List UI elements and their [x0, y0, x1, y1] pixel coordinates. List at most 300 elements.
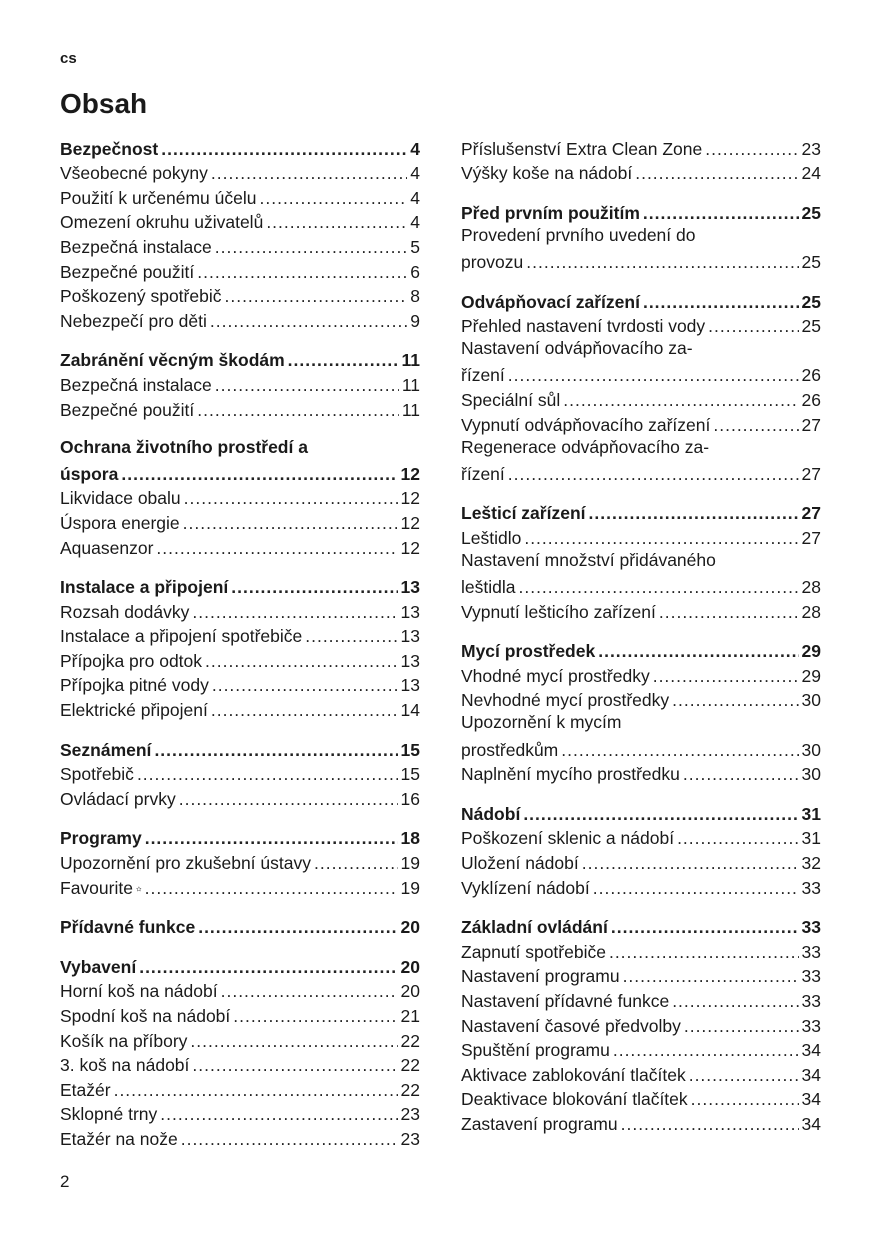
dot-leader: [231, 576, 397, 598]
toc-entry-instalace-a-pripojeni-spotrebice[interactable]: [60, 623, 420, 648]
toc-section: [461, 199, 821, 273]
toc-entry-likvidace-obalu[interactable]: [60, 485, 420, 510]
page-ref: 12: [400, 537, 420, 558]
toc-entry-title: Výšky koše na nádobí: [461, 163, 633, 184]
toc-entry-title: 3. koš na nádobí: [60, 1055, 190, 1076]
toc-heading-title: Programy: [60, 828, 142, 849]
page-ref: 30: [801, 764, 821, 785]
toc-entry-title: Použití k určenému účelu: [60, 187, 257, 208]
toc-section: [461, 638, 821, 786]
dot-leader: [593, 877, 799, 899]
page-ref: 33: [801, 966, 821, 987]
toc-section: [60, 736, 420, 810]
dot-leader: [523, 803, 798, 825]
toc-section: [461, 914, 821, 1135]
toc-entry-line-text: Nastavení odvápňovacího za-: [461, 338, 693, 359]
page-ref: 31: [801, 828, 821, 849]
toc-entry-title: Aquasenzor: [60, 537, 154, 558]
toc-entry-title: Úspora energie: [60, 512, 180, 533]
page-ref: 24: [801, 163, 821, 184]
toc-entry-title: Elektrické připojení: [60, 700, 208, 721]
dot-leader: [561, 739, 798, 761]
toc-section: [60, 135, 420, 332]
dot-leader: [713, 414, 798, 436]
page-ref: 16: [400, 788, 420, 809]
toc-entry-spotrebic[interactable]: [60, 761, 420, 786]
page-ref: 28: [801, 577, 821, 598]
toc-heading-title: Vybavení: [60, 956, 137, 977]
page-ref: 22: [400, 1055, 420, 1076]
dot-leader: [260, 187, 408, 209]
toc-heading-pridavne-funkce[interactable]: [60, 914, 420, 939]
page-ref: 23: [400, 1104, 420, 1125]
page-ref: 34: [801, 1040, 821, 1061]
toc-heading-title: Seznámení: [60, 739, 152, 760]
toc-heading-title: Instalace a připojení: [60, 577, 229, 598]
page-ref: 14: [400, 700, 420, 721]
toc-entry-title: Favourite: [60, 877, 133, 898]
page-ref: 8: [410, 286, 420, 307]
page-ref: 5: [410, 236, 420, 257]
toc-entry-uspora-energie[interactable]: [60, 509, 420, 534]
toc-entry-vypnuti-odvapnovaciho-zarizeni[interactable]: [461, 411, 821, 436]
toc-entry-title: Bezpečné použití: [60, 261, 195, 282]
dot-leader: [139, 956, 397, 978]
page-ref: 22: [400, 1030, 420, 1051]
toc-entry-bezpecne-pouziti[interactable]: [60, 396, 420, 421]
toc-entry-vseobecne-pokyny[interactable]: [60, 160, 420, 185]
star-icon: [136, 879, 142, 899]
toc-entry-title: Etažér: [60, 1079, 111, 1100]
page-ref: 23: [801, 138, 821, 159]
toc-entry-etazer[interactable]: [60, 1076, 420, 1101]
toc-entry-title: Nastavení přídavné funkce: [461, 991, 670, 1011]
toc-entry-title: Uložení nádobí: [461, 853, 579, 874]
toc-entry-title: Přípojka pro odtok: [60, 650, 203, 671]
toc-entry-title: Naplnění mycího prostředku: [461, 764, 680, 785]
toc-heading-nadobi[interactable]: [461, 800, 821, 825]
toc-entry-title: Vypnutí lešticího zařízení: [461, 601, 656, 622]
page-ref: 18: [400, 828, 420, 849]
page-ref: 13: [400, 675, 420, 696]
dot-leader: [508, 463, 799, 485]
dot-leader: [156, 537, 397, 559]
toc-entry-sklopne-trny[interactable]: [60, 1101, 420, 1126]
toc-entry-rizeni[interactable]: [461, 362, 821, 387]
toc-entry-title: Ovládací prvky: [60, 788, 176, 809]
toc-section: [461, 800, 821, 898]
toc-entry-title: Nevhodné mycí prostředky: [461, 690, 670, 711]
page-ref: 34: [801, 1113, 821, 1134]
page-ref: 15: [400, 764, 420, 785]
toc-entry-title: Speciální sůl: [461, 389, 561, 410]
page-ref: 26: [801, 389, 821, 410]
toc-entry-title: Bezpečná instalace: [60, 374, 212, 395]
dot-leader: [215, 374, 399, 396]
toc-section: [60, 825, 420, 899]
dot-leader: [643, 291, 799, 313]
toc-heading-title: úspora: [60, 463, 119, 484]
toc-heading-uspora[interactable]: [60, 460, 420, 485]
dot-leader: [613, 1039, 799, 1061]
toc-entry-rizeni[interactable]: [461, 460, 821, 485]
page-ref: 15: [400, 739, 420, 760]
page-ref: 12: [400, 463, 420, 484]
toc-entry-naplneni-myciho-prostredku[interactable]: [461, 761, 821, 786]
page-ref: 12: [400, 488, 420, 509]
toc-entry-title: Přehled nastavení tvrdosti vody: [461, 316, 706, 337]
page-ref: 27: [801, 414, 821, 435]
toc-entry-title: Košík na příbory: [60, 1030, 188, 1051]
toc-entry-bezpecna-instalace[interactable]: [60, 371, 420, 396]
toc-entry-ulozeni-nadobi[interactable]: [461, 849, 821, 874]
toc-entry-title: Likvidace obalu: [60, 488, 181, 509]
page-ref: 33: [801, 877, 821, 898]
dot-leader: [526, 251, 798, 273]
dot-leader: [179, 788, 398, 810]
dot-leader: [121, 463, 397, 485]
toc-entry-line: [461, 549, 821, 574]
toc-entry-elektricke-pripojeni[interactable]: [60, 696, 420, 721]
dot-leader: [314, 852, 398, 874]
page-ref: 4: [410, 138, 420, 159]
toc-heading-line-text: Ochrana životního prostředí a: [60, 436, 308, 457]
dot-leader: [563, 389, 798, 411]
toc-entry-etazer-na-noze[interactable]: [60, 1125, 420, 1150]
toc-entry-title: leštidla: [461, 577, 516, 598]
toc-heading-title: Před prvním použitím: [461, 202, 640, 223]
dot-leader: [609, 941, 799, 963]
toc-entry-line: [461, 224, 821, 249]
toc-entry-title: Bezpečné použití: [60, 399, 195, 420]
toc-entry-title: Přípojka pitné vody: [60, 675, 209, 696]
toc-entry-lestidla[interactable]: [461, 574, 821, 599]
toc-entry-title: Sklopné trny: [60, 1104, 158, 1125]
page-ref: 12: [400, 512, 420, 533]
toc-entry-title: Poškození sklenic a nádobí: [461, 828, 675, 849]
toc-entry-title: Zastavení programu: [461, 1113, 618, 1134]
toc-entry-nastaveni-casove-predvolby[interactable]: [461, 1012, 821, 1037]
dot-leader: [683, 763, 799, 785]
dot-leader: [266, 211, 407, 233]
toc-entry-vypnuti-lesticiho-zarizeni[interactable]: [461, 598, 821, 623]
page-ref: 27: [801, 527, 821, 548]
toc-entry-title: Příslušenství Extra Clean Zone: [461, 138, 703, 159]
toc-heading-lestici-zarizeni[interactable]: [461, 500, 821, 525]
page-ref: 33: [801, 941, 821, 962]
page-ref: 29: [801, 641, 821, 662]
toc-entry-deaktivace-blokovani-tlacitek[interactable]: [461, 1086, 821, 1111]
dot-leader: [154, 739, 397, 761]
dot-leader: [589, 502, 799, 524]
dot-leader: [184, 487, 398, 509]
dot-leader: [221, 980, 398, 1002]
toc-entry-ovladaci-prvky[interactable]: [60, 785, 420, 810]
page-ref: 33: [801, 1015, 821, 1036]
dot-leader: [197, 399, 399, 421]
toc-entry-title: Instalace a připojení spotřebiče: [60, 626, 303, 647]
toc-section: [461, 135, 821, 184]
page-ref: 33: [801, 917, 821, 938]
toc-heading-title: Mycí prostředek: [461, 641, 596, 662]
toc-entry-title: Vhodné mycí prostředky: [461, 665, 650, 686]
page-ref: 20: [400, 981, 420, 1002]
toc-heading-title: Bezpečnost: [60, 138, 159, 159]
toc-entry-vysky-kose-na-nadobi[interactable]: [461, 160, 821, 185]
toc-entry-prostredkum[interactable]: [461, 736, 821, 761]
dot-leader: [518, 576, 798, 598]
toc-entry-prislusenstvi-extra-clean-zone[interactable]: [461, 135, 821, 160]
page-ref: 27: [801, 503, 821, 524]
toc-section: [60, 914, 420, 939]
toc-entry-line: [461, 337, 821, 362]
dot-leader: [161, 138, 407, 160]
toc-entry-line: [461, 711, 821, 736]
dot-leader: [672, 689, 798, 711]
dot-leader: [508, 364, 799, 386]
page-ref: 25: [801, 251, 821, 272]
toc-entry-kosik-na-pribory[interactable]: [60, 1027, 420, 1052]
page-ref: 21: [400, 1006, 420, 1026]
toc-heading-line: [60, 436, 420, 461]
page-ref: 20: [400, 917, 420, 938]
toc-entry-title: Zapnutí spotřebiče: [461, 941, 606, 962]
toc-entry-poskozeny-spotrebic[interactable]: [60, 283, 420, 308]
page-ref: 13: [400, 577, 420, 598]
page-ref: 13: [400, 626, 420, 647]
toc-entry-title: Upozornění pro zkušební ústavy: [60, 853, 311, 874]
toc-entry-vhodne-myci-prostredky[interactable]: [461, 662, 821, 687]
page-ref: 4: [410, 187, 420, 208]
toc-entry-spusteni-programu[interactable]: [461, 1037, 821, 1062]
page-ref: 9: [410, 310, 420, 331]
toc-heading-bezpecnost[interactable]: [60, 135, 420, 160]
dot-leader: [659, 601, 799, 623]
dot-leader: [211, 699, 398, 721]
toc-entry-specialni-sul[interactable]: [461, 386, 821, 411]
toc-section: [60, 574, 420, 722]
toc-entry-title: Spuštění programu: [461, 1040, 610, 1061]
toc-entry-title: Spodní koš na nádobí: [60, 1006, 231, 1026]
dot-leader: [183, 512, 398, 534]
toc-entry-rozsah-dodavky[interactable]: [60, 598, 420, 623]
toc-entry-poskozeni-sklenic-a-nadobi[interactable]: [461, 825, 821, 850]
dot-leader: [677, 827, 798, 849]
dot-leader: [181, 1128, 398, 1150]
page-ref: 34: [801, 1064, 821, 1085]
toc-entry-title: řízení: [461, 463, 505, 484]
dot-leader: [197, 261, 407, 283]
toc-heading-title: Přídavné funkce: [60, 917, 196, 938]
toc-section: [461, 288, 821, 485]
page-ref: 33: [801, 991, 821, 1011]
language-code: cs: [60, 50, 77, 67]
dot-leader: [190, 1030, 397, 1052]
page-ref: 29: [801, 665, 821, 686]
dot-leader: [672, 990, 798, 1012]
toc-heading-zakladni-ovladani[interactable]: [461, 914, 821, 939]
toc-entry-aquasenzor[interactable]: [60, 534, 420, 559]
toc-entry-title: Všeobecné pokyny: [60, 163, 208, 184]
toc-entry-line-text: Regenerace odvápňovacího za-: [461, 436, 710, 457]
toc-entry-zapnuti-spotrebice[interactable]: [461, 938, 821, 963]
toc-entry-nebezpeci-pro-deti[interactable]: [60, 307, 420, 332]
toc-entry-title: Etažér na nože: [60, 1128, 178, 1149]
toc-entry-favourite[interactable]: [60, 874, 420, 899]
toc-entry-pripojka-pro-odtok[interactable]: [60, 647, 420, 672]
page-number: 2: [60, 1172, 70, 1191]
toc-entry-horni-kos-na-nadobi[interactable]: [60, 978, 420, 1003]
toc-entry-title: Vypnutí odvápňovacího zařízení: [461, 414, 711, 435]
dot-leader: [215, 236, 407, 258]
toc-entry-pripojka-pitne-vody[interactable]: [60, 672, 420, 697]
toc-heading-title: Zabránění věcným škodám: [60, 350, 285, 371]
page-title: Obsah: [60, 88, 148, 119]
toc-entry-title: Nebezpečí pro děti: [60, 310, 207, 331]
page-ref: 34: [801, 1089, 821, 1110]
dot-leader: [611, 916, 799, 938]
toc-heading-odvapnovaci-zarizeni[interactable]: [461, 288, 821, 313]
page-ref: 19: [400, 853, 420, 874]
page-ref: 13: [400, 650, 420, 671]
toc-section: [60, 436, 420, 559]
page-ref: 13: [400, 601, 420, 622]
page-ref: 11: [401, 350, 420, 371]
toc-heading-pred-prvnim-pouzitim[interactable]: [461, 199, 821, 224]
dot-leader: [705, 138, 798, 160]
toc-heading-myci-prostredek[interactable]: [461, 638, 821, 663]
page-ref: 32: [801, 853, 821, 874]
toc-heading-vybaveni[interactable]: [60, 953, 420, 978]
toc-entry-title: Nastavení programu: [461, 966, 620, 987]
toc-entry-nastaveni-programu[interactable]: [461, 963, 821, 988]
toc-entry-pouziti-k-urcenemu-ucelu[interactable]: [60, 184, 420, 209]
toc-entry-prehled-nastaveni-tvrdosti-vody[interactable]: [461, 313, 821, 338]
dot-leader: [210, 310, 407, 332]
toc-entry-bezpecne-pouziti[interactable]: [60, 258, 420, 283]
page-ref: 25: [801, 291, 821, 312]
toc-section: [60, 347, 420, 421]
toc-entry-aktivace-zablokovani-tlacitek[interactable]: [461, 1061, 821, 1086]
toc-heading-instalace-a-pripojeni[interactable]: [60, 574, 420, 599]
dot-leader: [198, 916, 397, 938]
dot-leader: [708, 315, 798, 337]
dot-leader: [160, 1103, 397, 1125]
toc-heading-title: Lešticí zařízení: [461, 503, 586, 524]
page-ref: 22: [400, 1079, 420, 1100]
toc-entry-3-kos-na-nadobi[interactable]: [60, 1052, 420, 1077]
dot-leader: [205, 650, 398, 672]
dot-leader: [233, 1005, 397, 1027]
toc-right-column: [461, 135, 821, 1150]
dot-leader: [211, 162, 407, 184]
toc-entry-line-text: Provedení prvního uvedení do: [461, 224, 696, 245]
toc-entry-title: Rozsah dodávky: [60, 601, 190, 622]
page-ref: 6: [410, 261, 420, 282]
toc-entry-line: [461, 436, 821, 461]
dot-leader: [689, 1064, 799, 1086]
page-ref: 19: [400, 877, 420, 898]
toc-section: [60, 953, 420, 1150]
dot-leader: [192, 1054, 397, 1076]
toc-entry-title: provozu: [461, 251, 524, 272]
dot-leader: [635, 162, 798, 184]
toc-entry-title: Deaktivace blokování tlačítek: [461, 1089, 688, 1110]
toc-heading-title: Nádobí: [461, 803, 521, 824]
toc-entry-title: Horní koš na nádobí: [60, 981, 218, 1002]
toc-entry-line-text: Nastavení množství přidávaného: [461, 549, 716, 570]
page-ref: 25: [801, 202, 821, 223]
toc-entry-lestidlo[interactable]: [461, 524, 821, 549]
toc-entry-title: řízení: [461, 365, 505, 386]
dot-leader: [212, 674, 398, 696]
page-ref: 27: [801, 463, 821, 484]
dot-leader: [582, 852, 799, 874]
dot-leader: [598, 640, 798, 662]
page-ref: 20: [400, 956, 420, 977]
dot-leader: [114, 1079, 398, 1101]
dot-leader: [623, 965, 799, 987]
dot-leader: [137, 763, 398, 785]
toc-entry-title: Vyklízení nádobí: [461, 877, 590, 898]
toc-entry-nastaveni-pridavne-funkce[interactable]: [461, 987, 821, 1012]
toc-entry-title: Spotřebič: [60, 764, 134, 785]
toc-entry-title: Nastavení časové předvolby: [461, 1015, 681, 1036]
toc-entry-title: Poškozený spotřebič: [60, 286, 222, 307]
toc-section: [461, 500, 821, 623]
dot-leader: [691, 1088, 799, 1110]
toc-entry-vyklizeni-nadobi[interactable]: [461, 874, 821, 899]
toc-entry-omezeni-okruhu-uzivatelu[interactable]: [60, 209, 420, 234]
toc-entry-spodni-kos-na-nadobi[interactable]: [60, 1002, 420, 1027]
toc-entry-title: Leštidlo: [461, 527, 522, 548]
toc-entry-title: prostředkům: [461, 739, 559, 760]
dot-leader: [145, 827, 398, 849]
toc-entry-nevhodne-myci-prostredky[interactable]: [461, 687, 821, 712]
toc-entry-line-text: Upozornění k mycím: [461, 712, 622, 733]
page-ref: 30: [801, 739, 821, 760]
page-ref: 25: [801, 316, 821, 337]
toc-entry-bezpecna-instalace[interactable]: [60, 233, 420, 258]
dot-leader: [145, 877, 398, 899]
toc-left-column: [60, 135, 420, 1165]
page-ref: 30: [801, 690, 821, 711]
page-ref: 26: [801, 365, 821, 386]
dot-leader: [524, 527, 798, 549]
dot-leader: [224, 285, 407, 307]
dot-leader: [621, 1113, 799, 1135]
toc-heading-title: Odvápňovací zařízení: [461, 291, 640, 312]
dot-leader: [288, 349, 399, 371]
page-ref: 4: [410, 163, 420, 184]
toc-entry-title: Aktivace zablokování tlačítek: [461, 1064, 686, 1085]
dot-leader: [643, 202, 799, 224]
page-ref: 23: [400, 1128, 420, 1149]
page-ref: 4: [410, 212, 420, 233]
dot-leader: [653, 665, 799, 687]
dot-leader: [684, 1015, 799, 1037]
toc-heading-programy[interactable]: [60, 825, 420, 850]
toc-entry-provozu[interactable]: [461, 248, 821, 273]
dot-leader: [305, 625, 397, 647]
page-ref: 11: [401, 399, 420, 420]
toc-heading-zabraneni-vecnym-skodam[interactable]: [60, 347, 420, 372]
page-ref: 28: [801, 601, 821, 622]
toc-entry-zastaveni-programu[interactable]: [461, 1110, 821, 1135]
toc-heading-seznameni[interactable]: [60, 736, 420, 761]
toc-entry-title: Bezpečná instalace: [60, 236, 212, 257]
toc-entry-upozorneni-pro-zkusebni-ustavy[interactable]: [60, 849, 420, 874]
